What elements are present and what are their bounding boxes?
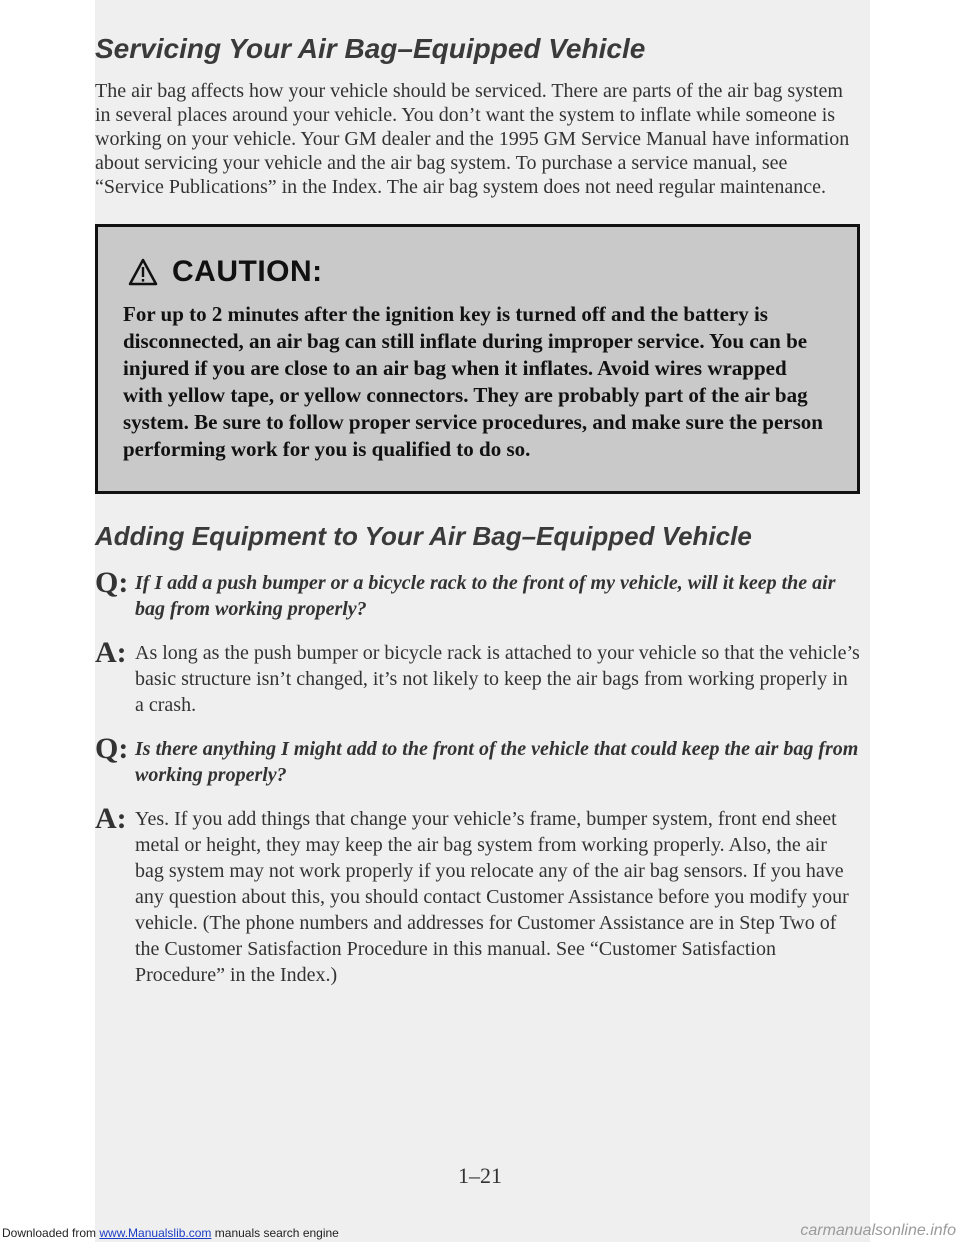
section-title-adding-equipment: Adding Equipment to Your Air Bag–Equipped Vehicle: [95, 520, 752, 551]
watermark: carmanualsonline.info: [800, 1222, 956, 1239]
question-mark: Q:: [95, 566, 129, 600]
qa-item: [95, 802, 860, 988]
answer-mark: A:: [95, 802, 127, 836]
warning-triangle-icon: [128, 258, 158, 286]
footer-prefix: Downloaded from: [2, 1226, 100, 1240]
page-number: 1–21: [458, 1163, 502, 1188]
caution-box: [95, 224, 860, 494]
caution-text: For up to 2 minutes after the ignition key is turned off and the battery is disconnected, an air bag can still inflate during improper service. You can be injured if you are close to an air bag when it inflates. Avoid wires wrapped with yellow tape, or yellow connectors. They are probably part of the air bag system. Be sure to follow proper service procedures, and make sure the person performing work for you is qualified to do so.: [123, 301, 823, 461]
answer-mark: A:: [95, 636, 127, 670]
qa-item: [95, 566, 860, 622]
answer-text: As long as the push bumper or bicycle rack is attached to your vehicle so that the vehicle’s basic structure isn’t changed, it’s not likely to keep the air bags from working properly in a crash.: [135, 642, 860, 717]
question-text: If I add a push bumper or a bicycle rack to the front of my vehicle, will it keep the air bag from working properly?: [135, 572, 836, 621]
footer-suffix: manuals search engine: [211, 1226, 339, 1240]
caution-header: [128, 255, 323, 289]
caution-title: CAUTION:: [172, 254, 323, 288]
answer-text: Yes. If you add things that change your vehicle’s frame, bumper system, front end sheet metal or height, they may keep the air bag system from working properly. Also, the air bag system may not work properly if you relocate any of the air bag sensors. If you have any question about this, you should contact Customer Assistance before you modify your vehicle. (The phone numbers and addresses for Customer Assistance are in Step Two of the Customer Satisfaction Procedure in this manual. See “Customer Satisfaction Procedure” in the Index.): [135, 808, 849, 987]
question-text: Is there anything I might add to the front of the vehicle that could keep the air bag from working properly?: [135, 738, 859, 787]
servicing-paragraph: The air bag affects how your vehicle should be serviced. There are parts of the air bag system in several places around your vehicle. You don’t want the system to inflate while someone is working on your vehicle. Your GM dealer and the 1995 GM Service Manual have information about servicing your vehicle and the air bag system. To purchase a service manual, see “Service Publications” in the Index. The air bag system does not need regular maintenance.: [95, 79, 850, 198]
manualslib-link[interactable]: www.Manualslib.com: [99, 1226, 212, 1240]
download-footer: [2, 1226, 339, 1240]
qa-item: [95, 636, 860, 718]
qa-item: [95, 732, 860, 788]
question-mark: Q:: [95, 732, 129, 766]
page-content: [95, 34, 860, 1006]
section-title-servicing: Servicing Your Air Bag–Equipped Vehicle: [95, 33, 646, 64]
